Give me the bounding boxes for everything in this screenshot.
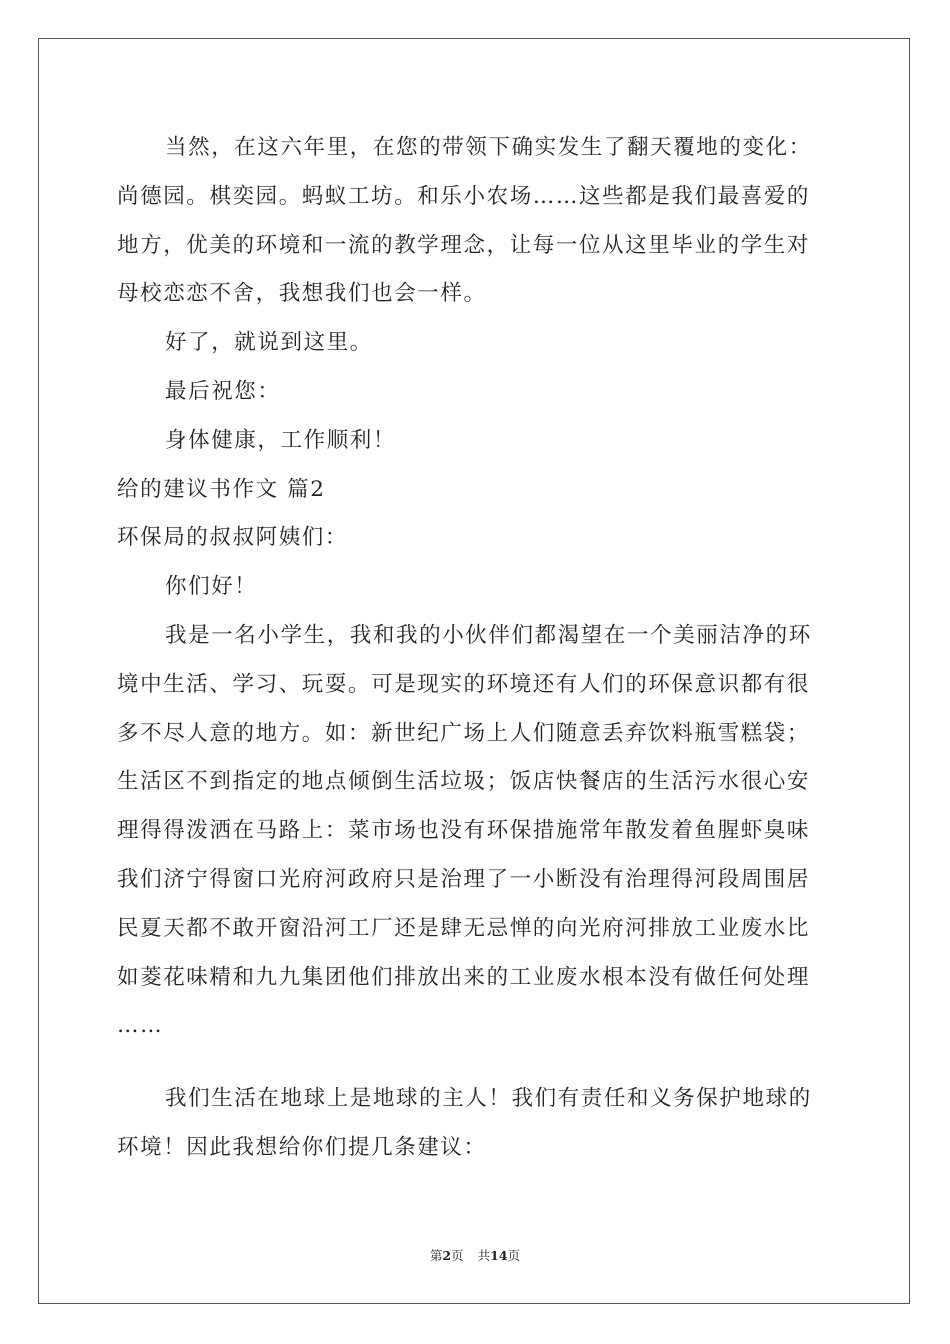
paragraph-line: 尚德园。棋奕园。蚂蚁工坊。和乐小农场……这些都是我们最喜爱的 [117, 183, 811, 209]
total-pages-suffix: 页 [507, 1248, 521, 1263]
paragraph-line: 我是一名小学生，我和我的小伙伴们都渴望在一个美丽洁净的环 [165, 622, 812, 648]
paragraph-line: 环境！因此我想给你们提几条建议： [117, 1134, 487, 1160]
paragraph-line: 生活区不到指定的地点倾倒生活垃圾；饭店快餐店的生活污水很心安 [117, 769, 811, 795]
paragraph-gap [117, 1055, 833, 1079]
paragraph-line: 地方，优美的环境和一流的教学理念，让每一位从这里毕业的学生对 [117, 232, 811, 258]
page-footer [0, 1246, 950, 1264]
page-number-prefix: 第 [429, 1248, 443, 1263]
page-number: 2 [442, 1248, 452, 1263]
paragraph-line: 我们济宁得窗口光府河政府只是治理了一小断没有治理得河段周围居 [117, 866, 811, 892]
paragraph-line: 理得得泼洒在马路上：菜市场也没有环保措施常年散发着鱼腥虾臭味 [117, 818, 811, 844]
paragraph-line: 好了，就说到这里。 [165, 330, 373, 356]
greeting: 你们好！ [165, 574, 258, 600]
closing-wish: 身体健康，工作顺利！ [165, 427, 397, 453]
total-pages: 14 [490, 1248, 508, 1263]
paragraph-line: 母校恋恋不舍，我想我们也会一样。 [117, 281, 487, 307]
document-body [117, 128, 833, 1177]
paragraph-line: 我们生活在地球上是地球的主人！我们有责任和义务保护地球的 [165, 1086, 812, 1112]
paragraph-line: 多不尽人意的地方。如：新世纪广场上人们随意丢弃饮料瓶雪糕袋； [117, 720, 811, 746]
closing-line: 最后祝您： [165, 378, 281, 404]
salutation: 环保局的叔叔阿姨们： [117, 525, 349, 551]
paragraph-line: 民夏天都不敢开窗沿河工厂还是肆无忌惮的向光府河排放工业废水比 [117, 915, 811, 941]
paragraph-line: 境中生活、学习、玩耍。可是现实的环境还有人们的环保意识都有很 [117, 671, 811, 697]
page-number-suffix: 页 [451, 1248, 464, 1263]
paragraph-line: 如菱花味精和九九集团他们排放出来的工业废水根本没有做任何处理 [117, 964, 811, 990]
total-pages-prefix: 共 [477, 1248, 491, 1263]
section-heading: 给的建议书作文 篇2 [117, 476, 326, 502]
paragraph-line: …… [117, 1013, 164, 1039]
paragraph-line: 当然，在这六年里，在您的带领下确实发生了翻天覆地的变化： [165, 135, 812, 160]
